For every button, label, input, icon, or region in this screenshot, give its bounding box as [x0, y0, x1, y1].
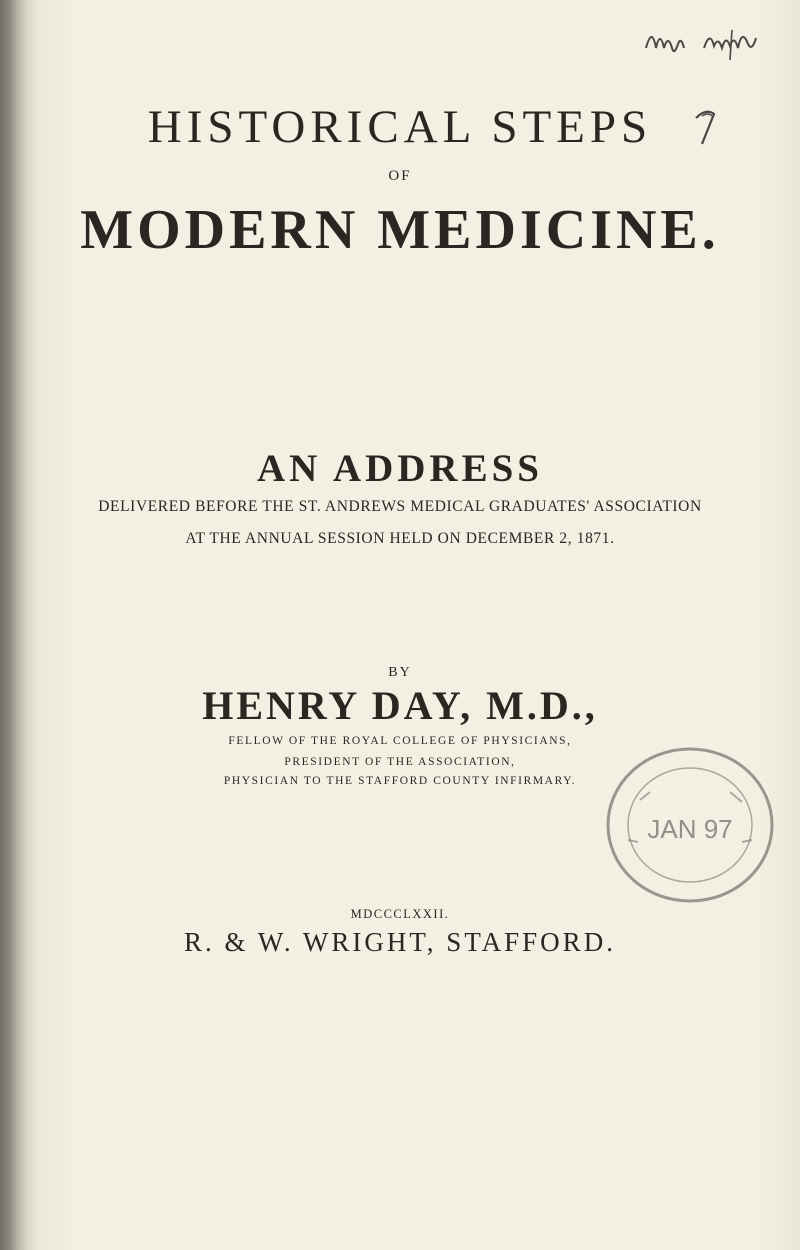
credential-line-2: PRESIDENT OF THE ASSOCIATION,: [284, 756, 516, 768]
address-heading: AN ADDRESS: [257, 447, 543, 490]
credential-line-3: PHYSICIAN TO THE STAFFORD COUNTY INFIRMARY.: [223, 775, 577, 787]
delivered-line: DELIVERED BEFORE THE ST. ANDREWS MEDICAL GRADUATES' ASSOCIATION: [98, 498, 702, 515]
publisher-line: R. & W. WRIGHT, STAFFORD.: [184, 927, 616, 957]
stamp-date: JAN 97: [647, 814, 733, 844]
handwritten-annotation: [640, 18, 780, 68]
author-name: HENRY DAY, M.D.,: [202, 683, 598, 728]
title-line-2: MODERN MEDICINE.: [80, 199, 720, 261]
handwritten-mark-icon: [692, 108, 720, 148]
publication-year: MDCCCLXXII.: [350, 907, 450, 921]
credential-line-1: FELLOW OF THE ROYAL COLLEGE OF PHYSICIANS,: [228, 735, 572, 747]
title-of: OF: [388, 168, 412, 184]
library-stamp: [600, 740, 780, 910]
session-line: AT THE ANNUAL SESSION HELD ON DECEMBER 2, 1871.: [185, 530, 615, 547]
title-line-1: HISTORICAL STEPS: [147, 101, 653, 153]
by-label: BY: [388, 665, 412, 680]
